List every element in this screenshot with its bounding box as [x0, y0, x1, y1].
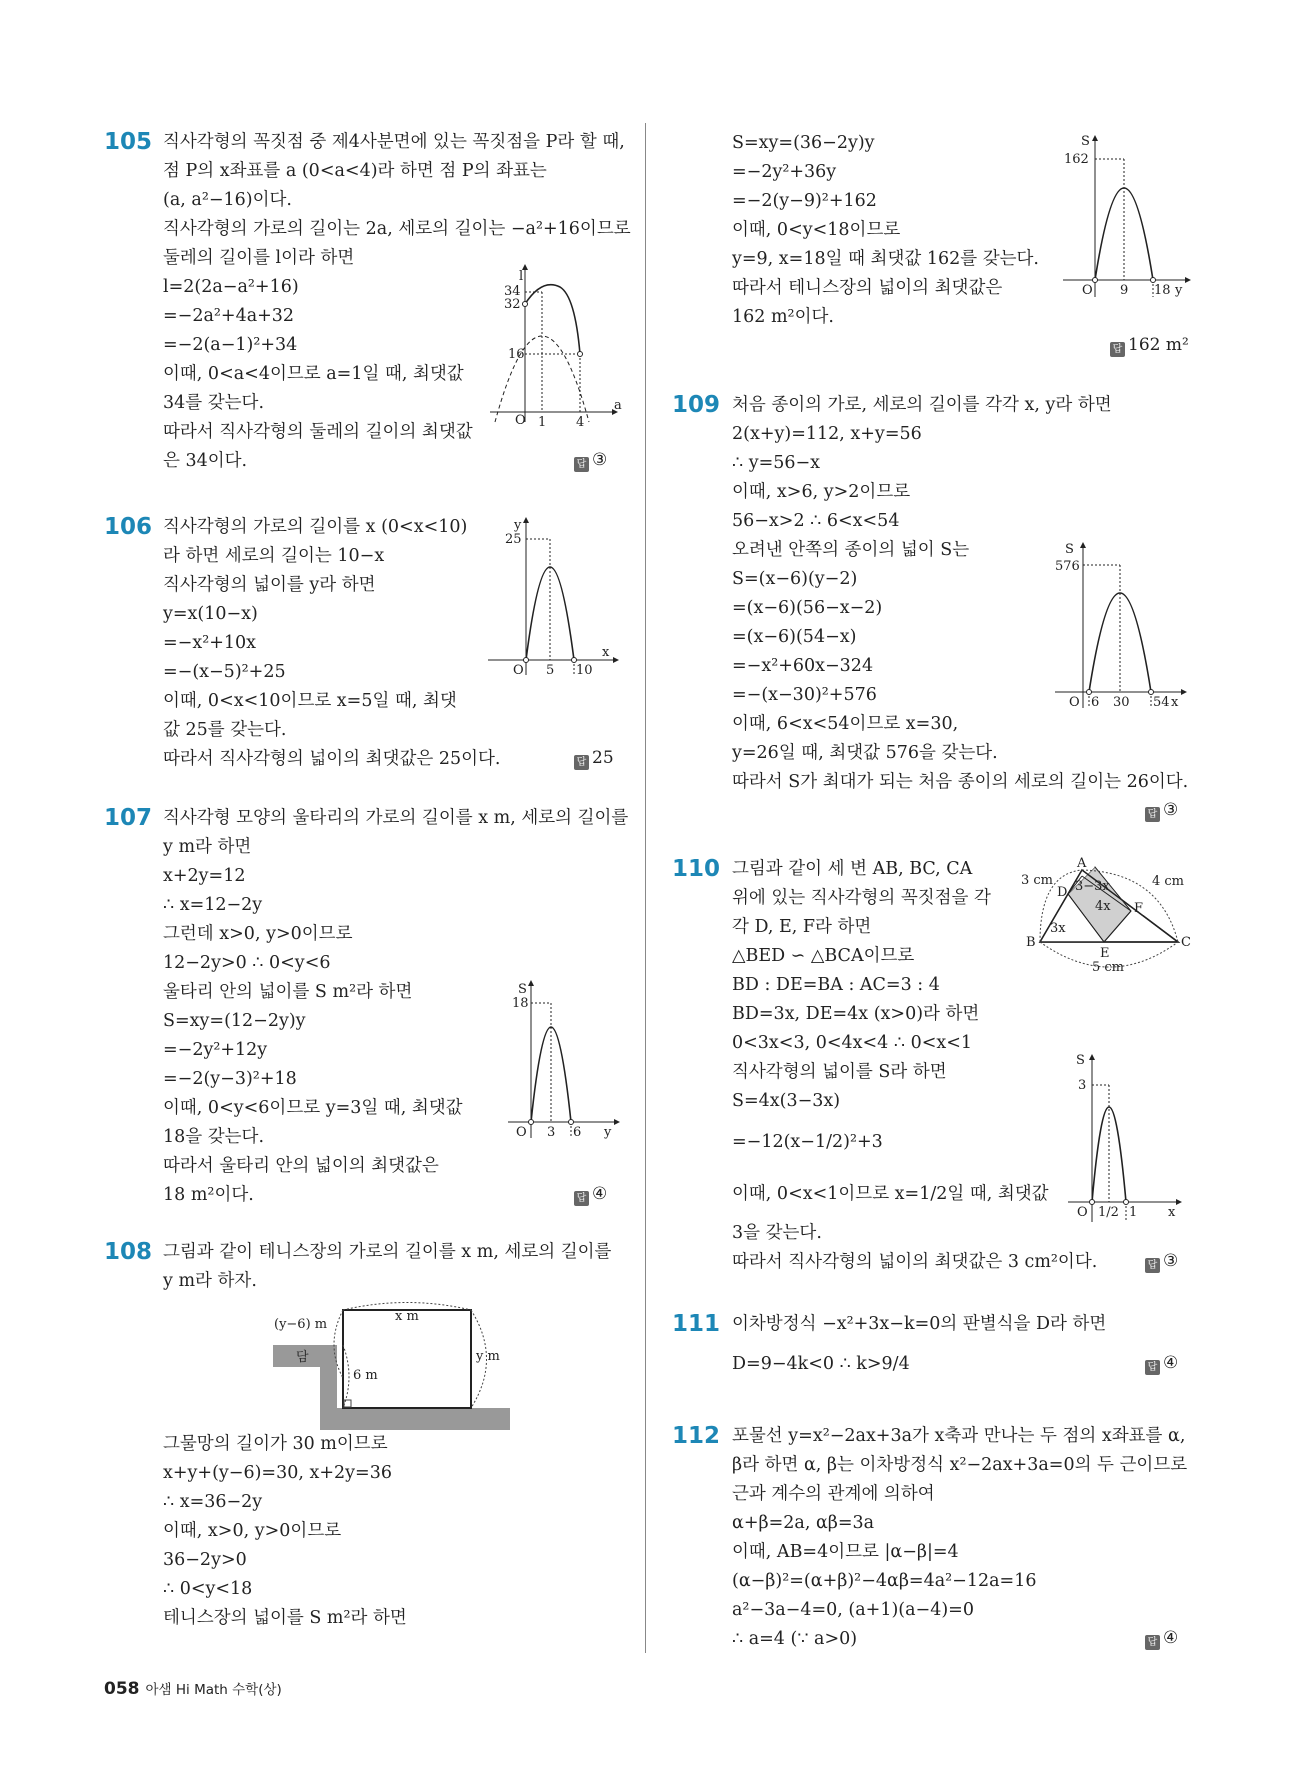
text-line: x+2y=12	[163, 866, 246, 886]
text-line: 포물선 y=x²−2ax+3a가 x축과 만나는 두 점의 x좌표를 α,	[732, 1426, 1186, 1446]
text-line: =−(x−5)²+25	[163, 662, 286, 682]
text-line: 점 P의 x좌표를 a (0<a<4)라 하면 점 P의 좌표는	[163, 161, 547, 181]
label-inner: 6 m	[353, 1368, 378, 1383]
axis-label-y: y	[514, 518, 522, 533]
tick-label-y: 34	[504, 284, 521, 299]
axis-label-x: y	[604, 1125, 612, 1140]
text-line: D=9−4k<0 ∴ k>9/4	[732, 1354, 910, 1374]
text-line: 0<3x<3, 0<4x<4 ∴ 0<x<1	[732, 1033, 973, 1053]
text-line: ∴ x=36−2y	[163, 1492, 263, 1512]
answer-value: ③	[592, 450, 608, 470]
text-line: 테니스장의 넓이를 S m²라 하면	[163, 1608, 407, 1628]
text-line: =−2(a−1)²+34	[163, 335, 298, 355]
text-line: 그물망의 길이가 30 m이므로	[163, 1434, 388, 1454]
answer-value: ④	[1163, 1353, 1179, 1373]
text-line: 56−x>2 ∴ 6<x<54	[732, 511, 900, 531]
vertex-label: A	[1077, 856, 1087, 871]
tick-label-y: 16	[508, 347, 525, 362]
text-line: S=xy=(36−2y)y	[732, 133, 875, 153]
text-line: =−(x−30)²+576	[732, 685, 877, 705]
side-label: 5 cm	[1092, 960, 1125, 975]
text-line: 값 25를 갖는다.	[163, 720, 287, 740]
text-line: 직사각형의 넓이를 S라 하면	[732, 1062, 947, 1082]
text-line: 이때, 0<y<18이므로	[732, 220, 901, 240]
page-footer	[104, 1678, 282, 1699]
text-line: 근과 계수의 관계에 의하여	[732, 1484, 935, 1504]
tick-label-y: 18	[512, 996, 529, 1011]
text-line: y=x(10−x)	[163, 604, 258, 624]
axis-label-y: S	[1065, 542, 1074, 557]
text-line: (α−β)²=(α+β)²−4αβ=4a²−12a=16	[732, 1571, 1037, 1591]
text-line: S=(x−6)(y−2)	[732, 569, 858, 589]
axis-label-y: l	[519, 269, 524, 284]
origin-label: O	[513, 663, 524, 678]
triangle-figure	[1020, 856, 1195, 975]
text-line: 그런데 x>0, y>0이므로	[163, 924, 353, 944]
text-line: =−2y²+36y	[732, 162, 837, 182]
text-line: y=9, x=18일 때 최댓값 162를 갖는다.	[732, 249, 1039, 269]
label-right: y m	[476, 1349, 500, 1364]
text-line: =−x²+10x	[163, 633, 257, 653]
text-line: 34를 갖는다.	[163, 393, 265, 413]
text-line: =(x−6)(54−x)	[732, 627, 857, 647]
text-line: 이때, 0<x<10이므로 x=5일 때, 최댓	[163, 691, 457, 711]
text-line: 18을 갖는다.	[163, 1127, 265, 1147]
text-line: 이때, x>6, y>2이므로	[732, 482, 911, 502]
text-line: =−2y²+12y	[163, 1040, 268, 1060]
vertex-label: B	[1026, 935, 1036, 950]
graph-109	[1055, 538, 1190, 708]
text-line: 따라서 울타리 안의 넓이의 최댓값은	[163, 1156, 439, 1176]
text-line: =−2(y−3)²+18	[163, 1069, 297, 1089]
text-line: 직사각형의 꼭짓점 중 제4사분면에 있는 꼭짓점을 P라 할 때,	[163, 132, 625, 152]
tick-label-y: 162	[1064, 152, 1089, 167]
text-line: 직사각형의 가로의 길이를 x (0<x<10)	[163, 517, 468, 537]
column-divider	[645, 123, 646, 1653]
text-line: β라 하면 α, β는 이차방정식 x²−2ax+3a=0의 두 근이므로	[732, 1455, 1188, 1475]
text-line: 이때, 0<x<1이므로 x=1/2일 때, 최댓값	[732, 1184, 1049, 1204]
text-line: 따라서 S가 최대가 되는 처음 종이의 세로의 길이는 26이다.	[732, 772, 1189, 792]
text-line: y m라 하면	[163, 837, 252, 857]
tick-label-y: 3	[1078, 1078, 1087, 1093]
text-line: 오려낸 안쪽의 종이의 넓이 S는	[732, 540, 970, 560]
answer-badge: 답	[574, 755, 589, 770]
text-line: =(x−6)(56−x−2)	[732, 598, 883, 618]
text-line: ∴ x=12−2y	[163, 895, 263, 915]
problem-number: 110	[672, 856, 721, 882]
text-line: y=26일 때, 최댓값 576을 갖는다.	[732, 743, 998, 763]
tick-label-x: 5	[546, 663, 555, 678]
side-label: 4x	[1095, 899, 1111, 914]
text-line: 따라서 테니스장의 넓이의 최댓값은	[732, 278, 1003, 298]
answer	[574, 1184, 607, 1206]
vertex-label: F	[1134, 901, 1144, 916]
text-line: ∴ a=4 (∵ a>0)	[732, 1629, 858, 1649]
text-line: α+β=2a, αβ=3a	[732, 1513, 875, 1533]
tick-label-x: 4	[576, 415, 585, 430]
text-line: a²−3a−4=0, (a+1)(a−4)=0	[732, 1600, 974, 1620]
text-line: BD=3x, DE=4x (x>0)라 하면	[732, 1004, 980, 1024]
text-line: 이때, 0<a<4이므로 a=1일 때, 최댓값	[163, 364, 464, 384]
problem-number: 112	[672, 1423, 721, 1449]
side-label: 4 cm	[1152, 874, 1185, 889]
answer	[1145, 800, 1178, 822]
tick-label-x: 9	[1120, 283, 1129, 298]
text-line: 처음 종이의 가로, 세로의 길이를 각각 x, y라 하면	[732, 395, 1112, 415]
problem-number: 106	[104, 514, 153, 540]
tick-label-x: 10	[576, 663, 593, 678]
text-line: l=2(2a−a²+16)	[163, 277, 299, 297]
text-line: 라 하면 세로의 길이는 10−x	[163, 546, 385, 566]
tick-label-x: 54	[1153, 695, 1170, 710]
answer-badge: 답	[1145, 1258, 1160, 1273]
origin-label: O	[1069, 695, 1080, 710]
court-rectangle	[343, 1310, 471, 1408]
axis-label-x: x	[1171, 695, 1179, 710]
vertex-label: D	[1057, 885, 1068, 900]
answer-value: ③	[1163, 1251, 1179, 1271]
axis-label-x: y	[1175, 283, 1183, 298]
answer-value: ③	[1163, 800, 1179, 820]
answer	[1145, 1251, 1178, 1273]
tick-label-y: 32	[504, 297, 521, 312]
text-line: (a, a²−16)이다.	[163, 190, 292, 210]
text-line: S=xy=(12−2y)y	[163, 1011, 306, 1031]
text-line: =−2(y−9)²+162	[732, 191, 877, 211]
side-label: 3−3x	[1075, 879, 1110, 894]
text-line: ∴ 0<y<18	[163, 1579, 253, 1599]
origin-label: O	[516, 1125, 527, 1140]
answer-value: 162 m²	[1128, 335, 1189, 355]
graph-106	[488, 517, 616, 678]
text-line: 울타리 안의 넓이를 S m²라 하면	[163, 982, 413, 1002]
text-line: 이때, AB=4이므로 |α−β|=4	[732, 1542, 959, 1562]
label-wall: 담	[296, 1350, 309, 1365]
text-line: 36−2y>0	[163, 1550, 247, 1570]
label-left: (y−6) m	[274, 1317, 328, 1332]
text-line: 이때, x>0, y>0이므로	[163, 1521, 342, 1541]
text-line: 2(x+y)=112, x+y=56	[732, 424, 922, 444]
problem-number: 109	[672, 392, 721, 418]
tick-label-x: 1/2	[1098, 1205, 1119, 1220]
text-line: 162 m²이다.	[732, 307, 834, 327]
text-line: x+y+(y−6)=30, x+2y=36	[163, 1463, 392, 1483]
answer-badge: 답	[1145, 807, 1160, 822]
axis-label-x: a	[614, 398, 622, 413]
curve	[1095, 188, 1153, 280]
graph-105	[490, 262, 622, 430]
text-line: 직사각형의 넓이를 y라 하면	[163, 575, 376, 595]
text-line: 이차방정식 −x²+3x−k=0의 판별식을 D라 하면	[732, 1314, 1107, 1334]
origin-label: O	[515, 413, 526, 428]
tick-label-x: 30	[1113, 695, 1130, 710]
text-line: 그림과 같이 테니스장의 가로의 길이를 x m, 세로의 길이를	[163, 1242, 612, 1262]
tick-label-y: 576	[1055, 559, 1080, 574]
tick-label-x: 6	[1091, 695, 1100, 710]
vertex-label: E	[1100, 946, 1110, 961]
answer-value: 25	[592, 748, 614, 768]
text-line: 각 D, E, F라 하면	[732, 917, 872, 937]
text-line: =−12(x−1/2)²+3	[732, 1132, 883, 1152]
tick-label-x: 6	[573, 1125, 582, 1140]
origin-label: O	[1077, 1205, 1088, 1220]
answer	[574, 450, 607, 472]
answer	[1145, 1628, 1178, 1650]
text-line: 따라서 직사각형의 둘레의 길이의 최댓값	[163, 422, 473, 442]
tick-label-y: 25	[505, 532, 522, 547]
tick-label-x: 1	[538, 415, 547, 430]
text-line: BD : DE=BA : AC=3 : 4	[732, 975, 940, 995]
origin-label: O	[1082, 283, 1093, 298]
axis-label-y: S	[518, 982, 527, 997]
text-line: =−x²+60x−324	[732, 656, 874, 676]
text-line: =−2a²+4a+32	[163, 306, 295, 326]
book-title: 아샘 Hi Math 수학(상)	[145, 1682, 282, 1698]
tick-label-x: 18	[1154, 283, 1171, 298]
tick-label-x: 1	[1129, 1205, 1138, 1220]
text-line: S=4x(3−3x)	[732, 1091, 841, 1111]
text-line: 은 34이다.	[163, 451, 248, 471]
text-line: 직사각형 모양의 울타리의 가로의 길이를 x m, 세로의 길이를	[163, 808, 629, 828]
problem-number: 111	[672, 1311, 721, 1337]
side-label: 3x	[1050, 921, 1066, 936]
tick-label-x: 3	[547, 1125, 556, 1140]
axis-label-y: S	[1081, 134, 1090, 149]
answer-badge: 답	[574, 1191, 589, 1206]
tennis-court-figure	[270, 1300, 510, 1430]
answer	[1145, 1353, 1178, 1375]
axis-label-x: x	[602, 645, 610, 660]
text-line: △BED ∽ △BCA이므로	[732, 946, 915, 966]
answer-badge: 답	[1110, 342, 1125, 357]
text-line: 둘레의 길이를 l이라 하면	[163, 248, 355, 268]
axis-label-x: x	[1168, 1205, 1176, 1220]
answer-badge: 답	[1145, 1635, 1160, 1650]
answer-value: ④	[1163, 1628, 1179, 1648]
text-line: 위에 있는 직사각형의 꼭짓점을 각	[732, 888, 991, 908]
answer	[1110, 335, 1189, 357]
text-line: 따라서 직사각형의 넓이의 최댓값은 25이다.	[163, 749, 501, 769]
problem-number: 108	[104, 1239, 153, 1265]
page-number: 058	[104, 1679, 140, 1699]
text-line: 이때, 0<y<6이므로 y=3일 때, 최댓값	[163, 1098, 463, 1118]
graph-107	[508, 978, 620, 1138]
vertex-label: C	[1181, 935, 1191, 950]
text-line: ∴ y=56−x	[732, 453, 821, 473]
graph-110	[1068, 1050, 1190, 1230]
text-line: y m라 하자.	[163, 1271, 257, 1291]
text-line: 18 m²이다.	[163, 1185, 254, 1205]
text-line: 직사각형의 가로의 길이는 2a, 세로의 길이는 −a²+16이므로	[163, 219, 631, 239]
text-line: 이때, 6<x<54이므로 x=30,	[732, 714, 959, 734]
axis-label-y: S	[1076, 1053, 1085, 1068]
text-line: 그림과 같이 세 변 AB, BC, CA	[732, 859, 973, 879]
answer-badge: 답	[1145, 1360, 1160, 1375]
text-line: 3을 갖는다.	[732, 1223, 822, 1243]
answer-value: ④	[592, 1184, 608, 1204]
problem-number: 105	[104, 129, 153, 155]
side-label: 3 cm	[1021, 873, 1054, 888]
text-line: 12−2y>0 ∴ 0<y<6	[163, 953, 331, 973]
label-top: x m	[395, 1309, 419, 1324]
graph-108	[1063, 133, 1191, 301]
curve-solid	[525, 285, 580, 354]
problem-number: 107	[104, 805, 153, 831]
text-line: 따라서 직사각형의 넓이의 최댓값은 3 cm²이다.	[732, 1252, 1098, 1272]
answer-badge: 답	[574, 457, 589, 472]
answer	[574, 748, 614, 770]
